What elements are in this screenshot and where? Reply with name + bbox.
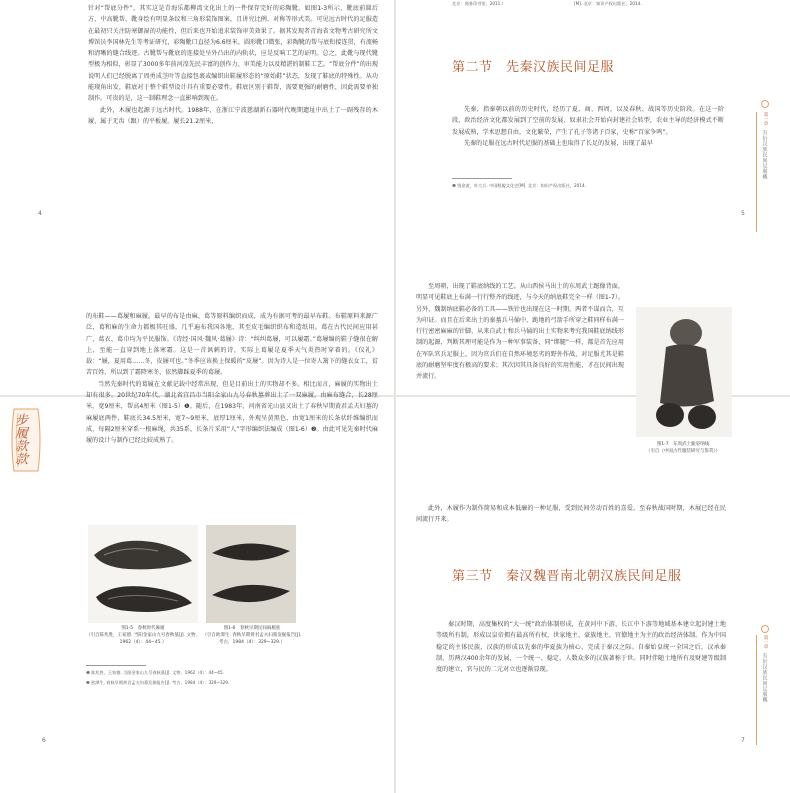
page-7-paragraph-3: 秦汉时期，高度集权的“大一统”政治体制形成，在黄河中下游、长江中下游等地域基本建立起封建土地等级所有制，形成以皇帝拥有最高所有权，世家地主、豪族地主、官僚地主为主的政治经济体制。作为中国稳定的主体民族，汉族的形成以先秦的华夏族为核心，完成于秦汉之际。自秦始皇统一全国之后，汉承秦制，历两汉400余年的发展，一个统一、稳定、人数众多的汉族著称于世。同时伴随土地所有及财建等级制度的建立，官与民的二元对立也逐渐显现。 [436, 621, 726, 674]
page-number-6: 6 [42, 737, 46, 744]
page-6-footnote-1: ❶ 陈兆胜，王家德. 当阳金家山九号春秋墓[J]. 文物，1962（4）：44~45. [86, 670, 224, 675]
chapter-side-tab-7 [756, 635, 773, 745]
page-4-body [88, 3, 378, 127]
footnote-divider-6 [86, 665, 146, 666]
page-4-paragraph-2: 此外，木履也起源于远古时代。1988年，在浙江宁波慈湖新石器时代晚期遗址中出土了一副残存的木履，属于无齿（跟）的平板履。履长21.2厘米， [88, 106, 378, 125]
page-number-4: 4 [38, 210, 42, 217]
side-tab-title: 有衍汉族民间足服概 [761, 129, 768, 179]
page-5-top-ref-1: 北京：商务印书馆，2011.） [452, 1, 506, 6]
side-tab-chapter: 第一章 [763, 635, 768, 649]
figure-1-6-source: （引自欧潭生. 春秋早期黄君孟夫妇墓发掘报告[J]. 考古，1984（4）：329~329.） [202, 633, 302, 645]
figure-1-7-photo [636, 307, 732, 437]
page-5-top-ref-2: [M]. 北京：知识产权出版社，2014. [574, 1, 642, 6]
page-7-paragraph-1: 至周朝，出现了鞋底纳线的工艺。从山西侯马出土的东周武士跽像背面，明显可见鞋底上布满一行行整齐的线迹，与今天的纳底鞋完全一样（图1-7）。另外，魏制纳底鞋必备的工具——铁针也出现在这一时期，两者不谋而合，互为印证。而且在后来出土的秦墓兵马俑中，跪地的弓箭手所穿之鞋同样布满一行行密密麻麻的针脚，从来自武士和兵马俑的出土实物来考究我国鞋底纳线形制的起源，判断其理可能是作为一种军事装备，同“绑腿”一样，都是首先应用在军队官兵足服上，因为官兵们在自然环境恶劣的野外作战，对足服尤其是鞋底的耐磨坚牢度有极高的要求；其次因其具备良好的实用性能，才在民间出现并流行。 [416, 283, 624, 381]
book-logo-text: 步履款款 [12, 413, 27, 465]
page-6 [0, 313, 394, 793]
figure-1-6-title: 图1-6 春秋早期民间麻履底 [223, 626, 281, 631]
flower-ornament-icon [761, 625, 769, 633]
side-tab-chapter: 第一章 [763, 112, 768, 126]
book-spread-bottom [0, 283, 790, 793]
footnote-divider-5 [452, 178, 512, 179]
page-7-body-top [416, 281, 624, 383]
figure-1-6-photo [206, 525, 296, 623]
figure-1-5-photo [88, 525, 198, 623]
page-6-paragraph-2: 当然先秦时代的葛履在文献记载中经常出现，但是目前出土的实物却不多。相比而言，麻履的实物出土却有很多。20世纪70年代，湖北省宜昌市当阳金家山九号春秋墓葬出土了一双麻履，由麻布缝合，长28厘米，宽9厘米，帮高4厘米（图1-5）❶。随后，在1983年，河南省光山县又出土了春秋早期黄君孟夫妇墓的麻履底两件，鞋底长34.5厘米，宽7~9厘米，底厚1厘米，外观呈黄黑色，由宽1厘米的长条状纤维编织而成，每隔2厘米穿系一根麻绳，共35系，长条片采用“人”字形编织法编成（图1-6）❷。由此可见先秦时代麻履的设计与制作已经比较成熟了。 [86, 380, 378, 445]
figure-1-5-title: 图1-5 春秋时代麻履 [121, 626, 165, 631]
page-5-paragraph-1: 先秦，指秦朝以前的历史时代，经历了夏、商、西周，以及春秋、战国等历史阶段。在这一阶段，政治经济文化都发展到了空前的发展，奴隶社会开始向封建社会转型，农业主导的经济模式不断发展成熟，学术思想自由，文化繁荣，产生了孔子等诸子百家，史称“百家争鸣”。 [452, 106, 724, 136]
page-7-body-mid [416, 503, 726, 526]
chapter-side-tab-5 [756, 112, 773, 232]
page-5-body [452, 104, 724, 149]
page-number-7: 7 [741, 737, 745, 744]
book-logo [8, 405, 52, 475]
page-5-footnote: ❶ 钱金波，叶大兵. 中国鞋履文化史[M]. 北京：知识产权出版社，2014. [452, 183, 586, 188]
figure-1-7-caption [628, 441, 738, 455]
page-7 [396, 283, 790, 793]
figure-1-6-caption [202, 625, 302, 646]
section-title-xianqin: 第二节 先秦汉族民间足服 [452, 60, 615, 75]
figure-1-5-source: （引自陈兆胜，王家德. 当阳金家山九号春秋墓[J]. 文物，1962（4）：44~45.） [85, 633, 201, 645]
page-number-5: 5 [741, 210, 745, 217]
flower-ornament-icon [761, 100, 769, 108]
page-7-paragraph-2: 此外，木履作为制作简易和成本低廉的一种足服，受到民间劳动百姓的喜爱。至春秋战国时期，木屐已经在民间流行开来。 [416, 505, 726, 524]
figure-1-7-source: （引自《中国古代服装研究与鉴赏》） [645, 449, 721, 454]
page-6-paragraph-1: 的布鞋——葛履和麻履。最早的布是由麻、葛等原料编织而成，成为有据可考的最早布鞋。布鞋原料来源广泛，葛和麻的生命力都极其旺盛，几乎遍布我国各地，其至皮毛编织织布和造纸用。葛在古代民间应用甚广，葛衣、葛巾均为平民服饰。《诗经·国风·魏风·葛屦》诗：“纠纠葛屦，可以履霜。”葛屦编的鞋子缝很在解上，至能一直穿到地上落寒霜。这是一首讽刺的诗，实际上葛履是夏季天气炎热时穿着的。《仪礼》载：“屦，夏用葛……冬，皮屦可也。”冬季应该换上保暖的“皮屦”。因为诗人是一位寄人篱下的缝衣女工，贫苦百姓，所以到了霜降寒冬，依然脚踩夏季的葛屦。 [86, 313, 378, 377]
page-6-body [86, 311, 378, 447]
section-title-qinhan: 第三节 秦汉魏晋南北朝汉族民间足服 [452, 569, 682, 584]
page-6-footnote-2: ❷ 欧潭生. 春秋早期黄君孟夫妇墓发掘报告[J]. 考古，1984（4）：329~329. [86, 680, 230, 685]
page-4-paragraph-1: 针对“帮底分件”，其实这是青海乐都柳湾文化出土的一件保存完好的彩陶靴。如图1-3所示，靴底前圆后方，中高靴帮，靴身绘有明显条纹和三角形装饰图案，且讲究比例、对称等形式美。可见远古时代的足服造在最初只关注防寒御湿的功能性，但后来也开始追求装饰审美效果了。据其发现者青海省文物考古研究所文博馆员李国林先生等考证研究，彩陶靴口直径为6.6厘米，圆形靴口微张，彩陶靴的帮与底衔接连贯，有流畅和清晰的缝合线迹。古靴帮与靴底的连接处呈外凸出的内轨状，应是反响工艺的证明。总之，此靴与现代靴型极为相似，彰显了3000多年前河湟先民丰富的创作力、审美能力以及精湛的制鞋工艺。“帮底分件”的出现说明人们已经脱离了周勇成茎叶等直接包裹或编织出鞋履形态的“原始鞋”状态，发现了鞋底的特殊性。从功能现角出发，鞋底对于整个鞋型设计具有重要必要性。鞋底区别于鞋帮，需要更强的耐磨性，因此需要单独制作。可贵的是，这一制鞋理念一直影响到现在。 [88, 5, 379, 103]
side-tab-title: 有衍汉族民间足服概 [761, 652, 768, 702]
page-5-paragraph-2: 先秦的足服在远古时代足服的基础上也取得了长足的发展，出现了最早 [464, 139, 653, 147]
page-7-body-bottom [436, 619, 726, 675]
figure-1-7-title: 图1-7 东周武士跪姿纳线 [656, 442, 710, 447]
figure-1-5-caption [84, 625, 202, 646]
